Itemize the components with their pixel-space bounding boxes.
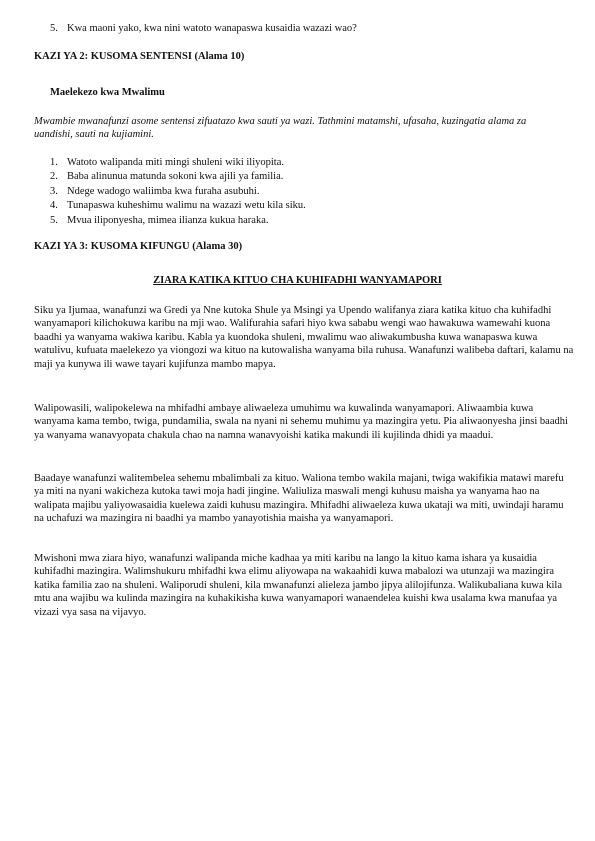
list-item — [50, 170, 306, 184]
section-heading: KAZI YA 2: KUSOMA SENTENSI (Alama 10) — [34, 51, 245, 62]
passage-paragraph: Siku ya Ijumaa, wanafunzi wa Gredi ya Nne kutoka Shule ya Msingi ya Upendo walifanya ziara katika kituo cha kuhifadhi wanyamapori kilichokuwa karibu na mji wao. Walifurahia safari hiyo kwa sababu wengi wao hawakuwa wamewahi kuona baadhi ya wanyama wakiwa karibu. Kabla ya kuondoka shuleni, mwalimu wao aliwakumbusha kuwa wanapaswa kuwa watulivu, kufuata maelekezo ya viongozi wa kituo na kutowalisha wanyama bila ruhusa. Wanafunzi walibeba daftari, kalamu na maji ya kunywa ili wawe tayari kujifunza mambo mapya. — [34, 305, 574, 370]
sentence-text: Watoto walipanda miti mingi shuleni wiki iliyopita. — [67, 157, 285, 168]
sentence-text: Tunapaswa kuheshimu walimu na wazazi wetu kila siku. — [67, 200, 306, 212]
question-number: 5. — [50, 23, 58, 34]
teacher-instructions-heading: Maelekezo kwa Mwalimu — [50, 87, 165, 98]
sentence-text: Ndege wadogo waliimba kwa furaha asubuhi. — [67, 185, 260, 197]
teacher-instruction-text: Mwambie mwanafunzi asome sentensi zifuatazo kwa sauti ya wazi. Tathmini matamshi, ufasaha, kuzingatia alama za uandishi, sauti na kujiamini. — [34, 116, 527, 141]
list-item — [50, 156, 306, 170]
sentence-list — [50, 156, 306, 228]
list-item — [50, 185, 306, 199]
list-item — [50, 199, 306, 213]
section-heading: KAZI YA 3: KUSOMA KIFUNGU (Alama 30) — [34, 241, 243, 252]
passage-title: ZIARA KATIKA KITUO CHA KUHIFADHI WANYAMAPORI — [153, 275, 442, 286]
sentence-text: Mvua iliponyesha, mimea ilianza kukua haraka. — [67, 214, 269, 226]
question-text: Kwa maoni yako, kwa nini watoto wanapaswa kusaidia wazazi wao? — [67, 23, 357, 34]
passage-paragraph: Baadaye wanafunzi walitembelea sehemu mbalimbali za kituo. Waliona tembo wakila majani, twiga wakifikia matawi marefu ya miti na nyani wakicheza kutoka tawi moja hadi jingine. Waliuliza maswali mengi kuhusu maisha ya wanyama hao na walipata majibu yaliyowasaidia kuelewa zaidi kuhusu mazingira. Mhifadhi aliwaeleza kuwa ukataji wa miti, uwindaji haramu na uchafuzi wa mazingira ni baadhi ya mambo yanayotishia maisha ya wanyamapori. — [34, 473, 564, 525]
list-number: 2. — [50, 171, 58, 183]
list-number: 1. — [50, 157, 58, 168]
list-number: 3. — [50, 185, 58, 197]
list-number: 4. — [50, 200, 58, 212]
list-item — [50, 214, 306, 228]
passage-paragraph: Mwishoni mwa ziara hiyo, wanafunzi walipanda miche kadhaa ya miti karibu na lango la kituo kama ishara ya kusaidia kuhifadhi mazingira. Walimshukuru mhifadhi kwa elimu aliyowapa na wakaahidi kuwa mabalozi wa utunzaji wa mazingira katika familia zao na shuleni. Waliporudi shuleni, kila mwanafunzi alieleza jambo jipya alilojifunza. Walikubaliana kuwa kila mtu ana wajibu wa kulinda mazingira na kuhakikisha kuwa wanyamapori wanaendelea kuishi kwa usalama kwa manufaa ya vizazi vya sasa na vijavyo. — [34, 553, 562, 618]
sentence-text: Baba alinunua matunda sokoni kwa ajili ya familia. — [67, 171, 284, 183]
passage-paragraph: Walipowasili, walipokelewa na mhifadhi ambaye aliwaeleza umuhimu wa kuwalinda wanyamapori. Aliwaambia kuwa wanyama kama tembo, twiga, pundamilia, swala na nyani ni sehemu muhimu ya mazingira yetu. Pia aliwaonyesha jinsi baadhi ya wanyama wanavyopata chakula chao na namna wanavyoishi katika makundi ili kujilinda dhidi ya maadui. — [34, 403, 568, 441]
list-number: 5. — [50, 214, 58, 226]
question-item — [50, 22, 357, 35]
